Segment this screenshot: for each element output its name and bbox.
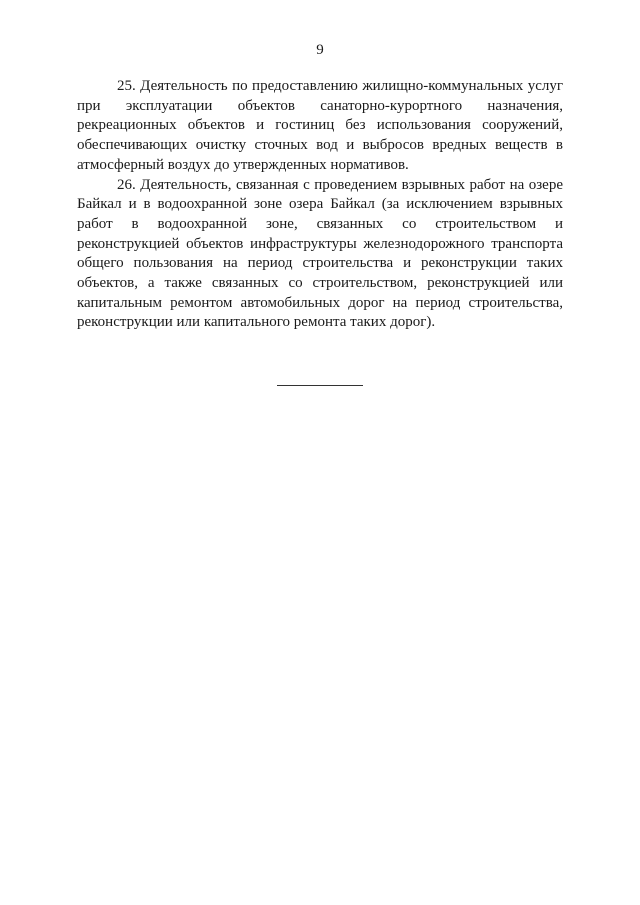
document-body: [77, 77, 563, 333]
paragraph-26: 26. Деятельность, связанная с проведением взрывных работ на озере Байкал и в водоохранной зоне озера Байкал (за исключением взрывных работ в водоохранной зоне, связанных со строительством и реконструкцией объектов инфраструктуры железнодорожного транспорта общего пользования на период строительства и реконструкции таких объектов, а также связанных со строительством, реконструкцией или капитальным ремонтом автомобильных дорог на период строительства, реконструкции или капитального ремонта таких дорог).: [77, 176, 563, 331]
end-of-document-rule: [277, 385, 363, 386]
page-number: 9: [316, 42, 324, 58]
paragraph-25: 25. Деятельность по предоставлению жилищно-коммунальных услуг при эксплуатации объектов санаторно-курортного назначения, рекреационных объектов и гостиниц без использования сооружений, обеспечивающих очистку сточных вод и выбросов вредных веществ в атмосферный воздух до утвержденных нормативов.: [77, 78, 563, 173]
